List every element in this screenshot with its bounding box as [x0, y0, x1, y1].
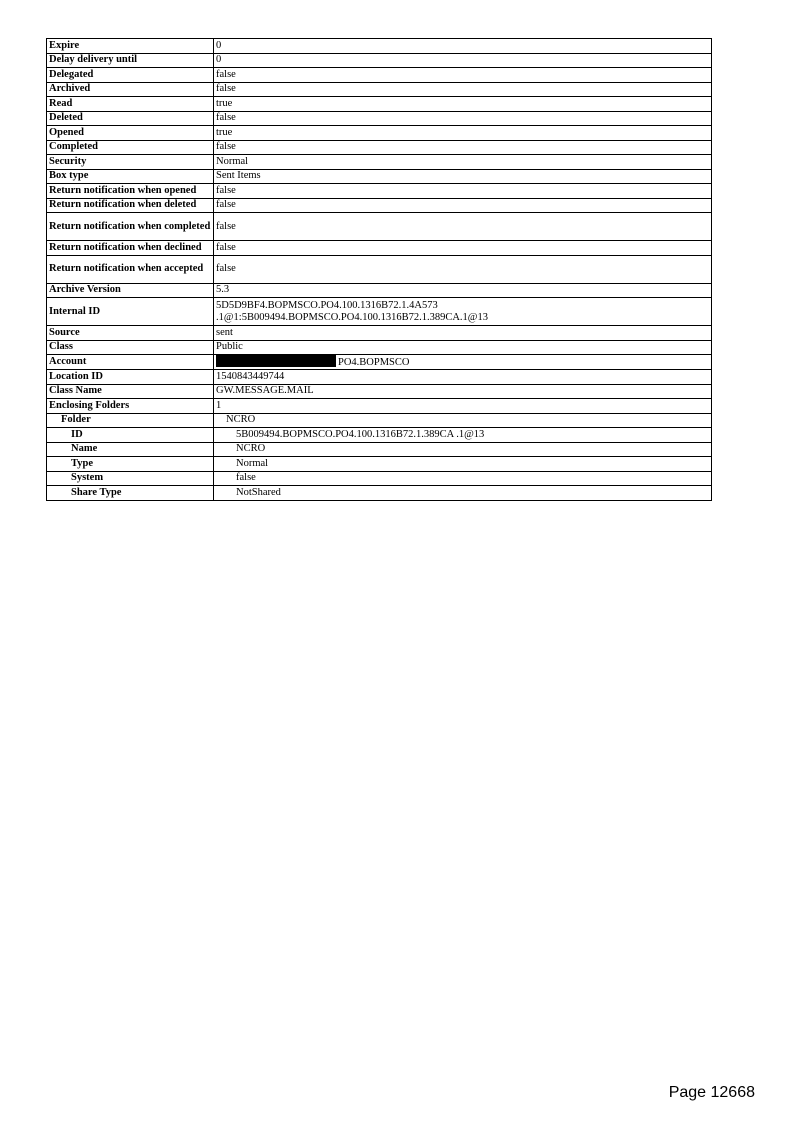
property-name: Archived [47, 82, 214, 97]
table-row [47, 198, 712, 213]
property-value: false [214, 184, 712, 199]
property-name: Location ID [47, 370, 214, 385]
property-value: 0 [214, 39, 712, 54]
property-value: false [214, 198, 712, 213]
table-row [47, 355, 712, 370]
table-row [47, 399, 712, 414]
table-row [47, 97, 712, 112]
property-value: NCRO [214, 442, 712, 457]
property-name: Return notification when accepted [47, 255, 214, 283]
table-row [47, 68, 712, 83]
table-row [47, 326, 712, 341]
table-row [47, 241, 712, 256]
table-row [47, 39, 712, 54]
table-row [47, 298, 712, 326]
table-row [47, 428, 712, 443]
table-row [47, 126, 712, 141]
property-value: 0 [214, 53, 712, 68]
property-value [214, 355, 712, 370]
property-name: Read [47, 97, 214, 112]
property-value: false [214, 471, 712, 486]
property-value: false [214, 111, 712, 126]
property-value: 5B009494.BOPMSCO.PO4.100.1316B72.1.389CA .1@13 [214, 428, 712, 443]
property-value: Normal [214, 155, 712, 170]
table-row [47, 53, 712, 68]
property-value: false [214, 68, 712, 83]
property-name: Delay delivery until [47, 53, 214, 68]
property-value: NCRO [214, 413, 712, 428]
property-name: Share Type [47, 486, 214, 501]
property-name: Opened [47, 126, 214, 141]
property-value: Normal [214, 457, 712, 472]
property-value: false [214, 255, 712, 283]
account-value: PO4.BOPMSCO [338, 357, 410, 368]
property-name: Security [47, 155, 214, 170]
property-value: true [214, 97, 712, 112]
property-name: Internal ID [47, 298, 214, 326]
property-value: false [214, 213, 712, 241]
properties-table [46, 38, 712, 501]
property-value: false [214, 82, 712, 97]
property-name: Archive Version [47, 283, 214, 298]
property-value: 1540843449744 [214, 370, 712, 385]
property-value: sent [214, 326, 712, 341]
property-name: Folder [47, 413, 214, 428]
table-row [47, 442, 712, 457]
table-row [47, 486, 712, 501]
property-name: Source [47, 326, 214, 341]
property-value: 5.3 [214, 283, 712, 298]
table-row [47, 111, 712, 126]
table-row [47, 413, 712, 428]
property-name: Account [47, 355, 214, 370]
property-name: ID [47, 428, 214, 443]
property-name: Enclosing Folders [47, 399, 214, 414]
table-row [47, 457, 712, 472]
table-row [47, 155, 712, 170]
property-value: false [214, 140, 712, 155]
property-value: 5D5D9BF4.BOPMSCO.PO4.100.1316B72.1.4A573 .1@1:5B009494.BOPMSCO.PO4.100.1316B72.1.389CA.1@13 [214, 298, 712, 326]
table-row [47, 384, 712, 399]
property-name: Delegated [47, 68, 214, 83]
property-name: Return notification when deleted [47, 198, 214, 213]
page-number: Page 12668 [668, 1084, 755, 1101]
table-row [47, 169, 712, 184]
property-name: Type [47, 457, 214, 472]
property-name: Return notification when completed [47, 213, 214, 241]
property-name: Box type [47, 169, 214, 184]
property-name: Expire [47, 39, 214, 54]
property-value: Public [214, 340, 712, 355]
table-row [47, 213, 712, 241]
table-row [47, 255, 712, 283]
table-row [47, 184, 712, 199]
property-name: Deleted [47, 111, 214, 126]
property-name: Return notification when declined [47, 241, 214, 256]
property-value: NotShared [214, 486, 712, 501]
property-name: System [47, 471, 214, 486]
redaction-box [216, 355, 336, 367]
property-name: Class Name [47, 384, 214, 399]
property-value: 1 [214, 399, 712, 414]
table-row [47, 283, 712, 298]
table-row [47, 82, 712, 97]
property-name: Completed [47, 140, 214, 155]
table-row [47, 140, 712, 155]
property-value: Sent Items [214, 169, 712, 184]
property-name: Return notification when opened [47, 184, 214, 199]
property-value: GW.MESSAGE.MAIL [214, 384, 712, 399]
property-value: true [214, 126, 712, 141]
property-name: Name [47, 442, 214, 457]
table-row [47, 471, 712, 486]
table-row [47, 340, 712, 355]
table-row [47, 370, 712, 385]
property-value: false [214, 241, 712, 256]
property-name: Class [47, 340, 214, 355]
